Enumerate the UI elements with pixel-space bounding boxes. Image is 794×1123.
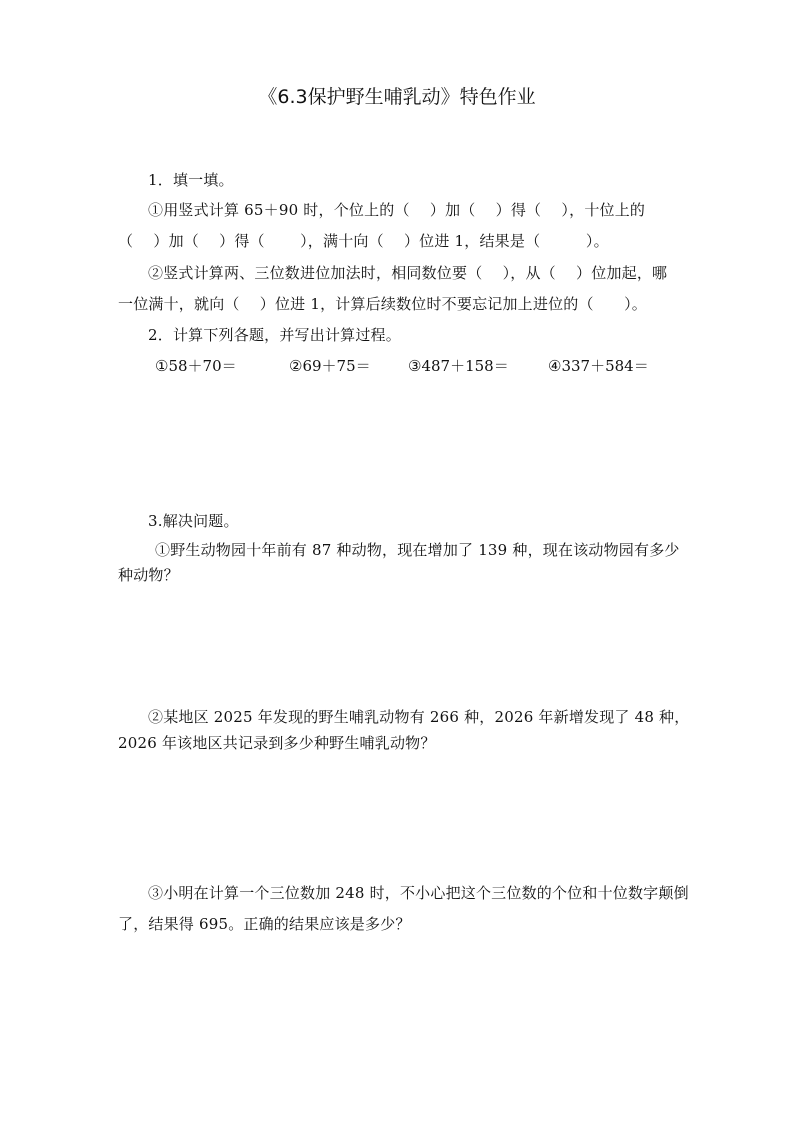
question-2-line-1: ②竖式计算两、三位数进位加法时，相同数位要（ ），从（ ）位加起，哪 bbox=[148, 264, 668, 282]
section-1-heading: 1．填一填。 bbox=[148, 171, 234, 189]
problem-3-line-2: 了，结果得 695。正确的结果应该是多少？ bbox=[118, 915, 411, 933]
question-2-line-2: 一位满十，就向（ ）位进 1，计算后续数位时不要忘记加上进位的（ ）。 bbox=[118, 295, 647, 313]
question-1-line-2: （ ）加（ ）得（ ），满十向（ ）位进 1，结果是（ ）。 bbox=[118, 232, 609, 250]
problem-1-line-1: ①野生动物园十年前有 87 种动物，现在增加了 139 种，现在该动物园有多少 bbox=[155, 541, 680, 559]
calc-item-1: ①58＋70＝ bbox=[155, 357, 237, 375]
problem-2-line-2: 2026 年该地区共记录到多少种野生哺乳动物？ bbox=[118, 734, 436, 752]
calc-item-4: ④337＋584＝ bbox=[548, 357, 649, 375]
problem-1-line-2: 种动物？ bbox=[118, 566, 179, 584]
question-1-line-1: ①用竖式计算 65＋90 时，个位上的（ ）加（ ）得（ ），十位上的 bbox=[148, 201, 646, 219]
section-3-heading: 3.解决问题。 bbox=[148, 512, 239, 530]
problem-2-line-1: ②某地区 2025 年发现的野生哺乳动物有 266 种，2026 年新增发现了 48 种， bbox=[148, 708, 690, 726]
calc-item-3: ③487＋158＝ bbox=[408, 357, 509, 375]
problem-3-line-1: ③小明在计算一个三位数加 248 时，不小心把这个三位数的个位和十位数字颠倒 bbox=[148, 884, 689, 902]
section-2-heading: 2．计算下列各题，并写出计算过程。 bbox=[148, 326, 401, 344]
worksheet-title: 《6.3保护野生哺乳动》特色作业 bbox=[258, 86, 536, 108]
calc-item-2: ②69＋75＝ bbox=[289, 357, 371, 375]
